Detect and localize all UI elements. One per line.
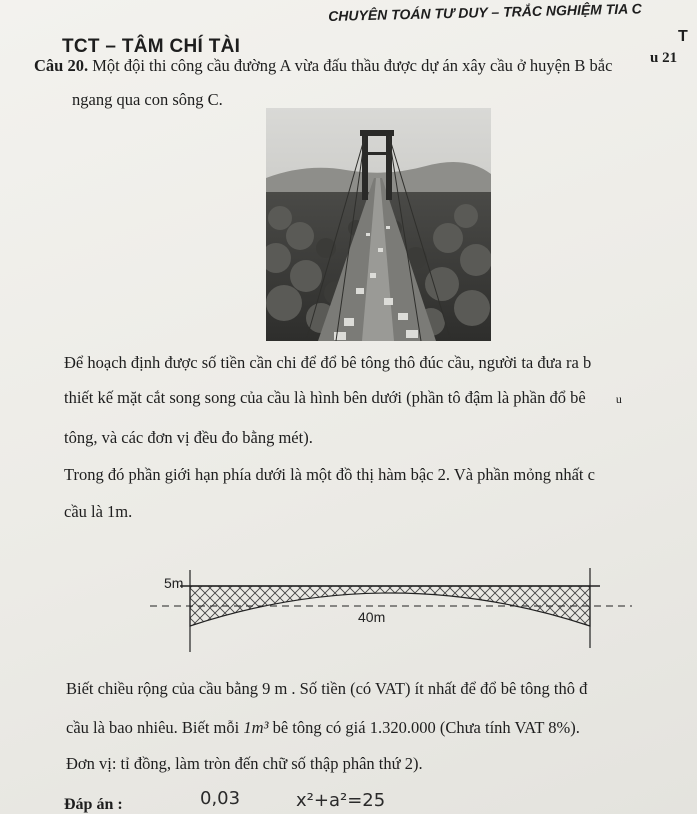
bridge-cross-section-diagram xyxy=(150,568,640,658)
question-text-1: Một đội thi công cầu đường A vừa đấu thầu được dự án xây cầu ở huyện B bắc xyxy=(92,56,613,75)
question-number: Câu 20. xyxy=(34,56,89,75)
handwritten-equation: x²+a²=25 xyxy=(296,790,386,811)
header-author: TCT – TÂM CHÍ TÀI xyxy=(62,36,241,57)
question-text-4-main: thiết kế mặt cắt song song của cầu là hình bên dưới (phần tô đậm là phần đổ bê xyxy=(64,388,586,407)
question-text-9b: bê tông có giá 1.320.000 (Chưa tính VAT 8%). xyxy=(268,718,580,737)
question-first-line xyxy=(34,56,612,76)
question-text-3: Để hoạch định được số tiền cần chi để đổ bê tông thô đúc cầu, người ta đưa ra b xyxy=(64,353,592,372)
neighbor-question-fragment: u 21 xyxy=(650,50,678,66)
diagram-span-label: 40m xyxy=(358,609,386,625)
question-text-8: Biết chiều rộng của cầu bằng 9 m . Số tiền (có VAT) ít nhất để đổ bê tông thô đ xyxy=(66,679,588,698)
header-corner-letter: T xyxy=(678,28,688,45)
diagram-height-label: 5m xyxy=(164,575,184,591)
question-text-2: ngang qua con sông C. xyxy=(72,90,223,109)
question-text-6: Trong đó phần giới hạn phía dưới là một đồ thị hàm bậc 2. Và phần mỏng nhất c xyxy=(64,465,595,484)
question-text-10: Đơn vị: tỉ đồng, làm tròn đến chữ số thập phân thứ 2). xyxy=(66,754,423,773)
header-course: CHUYÊN TOÁN TƯ DUY – TRẮC NGHIỆM TIA C xyxy=(328,0,642,24)
question-text-5: tông, và các đơn vị đều đo bằng mét). xyxy=(64,428,313,447)
handwritten-answer: 0,03 xyxy=(200,788,241,809)
question-text-4-tail: u xyxy=(615,392,622,406)
question-text-4 xyxy=(64,388,622,408)
question-text-9 xyxy=(66,718,580,738)
unit-cubic-meter: 1m³ xyxy=(243,718,269,737)
answer-label: Đáp án : xyxy=(64,796,123,813)
bridge-photo xyxy=(266,108,491,341)
question-text-9a: cầu là bao nhiêu. Biết mỗi xyxy=(66,718,244,737)
question-text-7: cầu là 1m. xyxy=(64,502,133,521)
